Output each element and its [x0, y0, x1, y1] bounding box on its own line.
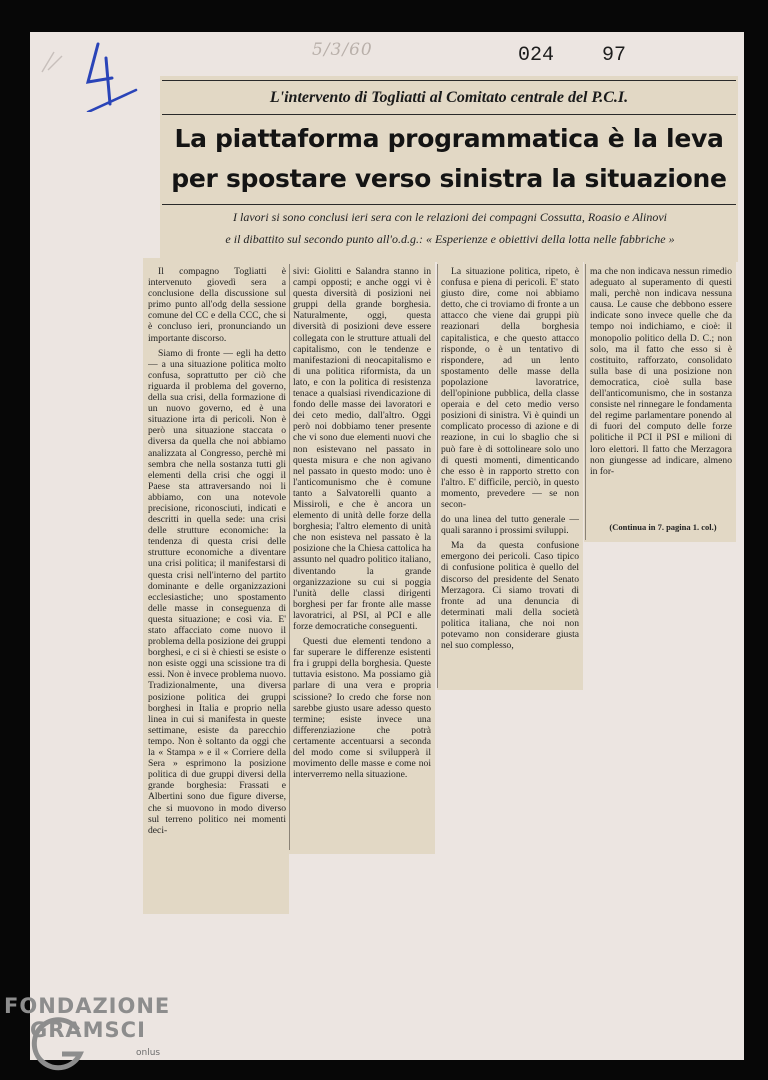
header-rule-mid: [162, 114, 736, 115]
column-2-paragraph: sivi: Giolitti e Salandra stanno in campi opposti; e anche oggi vi è questa diversità di posizioni nei gruppi della grande borghesia. Naturalmente, oggi, questa diversità di posizioni deve essere collegata con le strutture attuali del capitalismo, con le tendenze e manifestazioni di neocapitalismo e di una politica riformista, da un lato, e con la politica di resistenza tenace a qualsiasi rivendicazione di fondo delle masse dei lavoratori e dei ceto medio, dall'altro. Oggi però noi dobbiamo tener presente che vi sono due elementi nuovi che non esistevano nel passato in questa misura e che non agivano nel passato in questo modo: uno è l'anticomunismo che è comune tanto a Salvatorelli quanto a Missiroli, e che è ancora un elemento di unità delle forze della borghesia; l'altro elemento di unità che non esisteva nel passato è la posizione che la Chiesa cattolica ha assunto nel quadro politico italiano, diventando la grande organizzazione su cui si poggia l'unità delle classi dirigenti borghesi per far fronte alle masse lavoratrici, al PSI, al PCI e alle forze democratiche conseguenti.: [293, 266, 431, 632]
column-divider: [437, 264, 438, 688]
archive-number-right: 97: [602, 44, 627, 67]
article-column-4: [590, 266, 732, 518]
logo-text-onlus: onlus: [136, 1048, 161, 1058]
subhead-line-1: I lavori si sono conclusi ieri sera con le relazioni dei compagni Cossutta, Roasio e Alinovi: [233, 210, 667, 224]
article-column-1: [148, 266, 286, 910]
headline-line-2: per spostare verso sinistra la situazione: [171, 164, 727, 193]
continuation-note: (Continua in 7. pagina 1. col.): [609, 522, 717, 532]
column-3-paragraph: Ma da questa confusione emergono dei pericoli. Caso tipico di confusione politica è quello del discorso del presidente del Senato Merzagora. Ci siamo trovati di fronte ad una denuncia di determinati mali della società politica italiana, che noi non potevamo non considerare giusta nel suo complesso,: [441, 540, 579, 652]
column-2-paragraph: Questi due elementi tendono a far superare le differenze esistenti fra i gruppi della borghesia. Queste tuttavia esistono. Ma possiamo già parlare di una vera e propria scissione? Io credo che forse non sarebbe giusto usare adesso questo termine; esiste invece una differenziazione che potrà certamente accentuarsi a seconda del modo come si svilupperà il movimento delle masse e come noi interverremo nella situazione.: [293, 636, 431, 781]
headline-line-1: La piattaforma programmatica è la leva: [174, 124, 724, 153]
column-4-paragraph: ma che non indicava nessun rimedio adeguato al superamento di questi mali, perchè non indicava nessuna causa. Le cause che debbono essere indicate sono invece quelle che da tempo noi indichiamo, e cioè: il monopolio politico della D. C.; non solo, ma il fatto che esso si è costituito, rafforzato, consolidato sulla base di una posizione non democratica, cioè sulla base dell'anticomunismo, che in sostanza consiste nel rinnegare le fondamenta del regime parlamentare ponendo al di fuori del computo delle forze politiche il PCI il PSI e milioni di loro elettori. Il fatto che Merzagora non giungesse ad indicare, almeno in for-: [590, 266, 732, 477]
handwritten-mark: [40, 42, 140, 112]
header-rule-top: [162, 80, 736, 81]
subhead-line-2: e il dibattito sul secondo punto all'o.d.g.: « Esperienze e obiettivi della lotta nelle fabbriche »: [225, 232, 675, 246]
column-divider: [585, 264, 586, 540]
fondazione-gramsci-logo: [4, 994, 204, 1078]
header-rule-bottom: [162, 204, 736, 205]
logo-text-gramsci: GRAMSCI: [30, 1018, 146, 1042]
column-3-paragraph: do una linea del tutto generale — quali saranno i prossimi sviluppi.: [441, 514, 579, 537]
column-divider: [289, 264, 290, 850]
article-column-2: [293, 266, 431, 850]
article-column-3: [441, 266, 579, 686]
column-1-paragraph: Siamo di fronte — egli ha detto — a una situazione politica molto confusa, soprattutto per ciò che riguarda il problema del governo, della sua crisi, della formazione di un nuovo governo, ed è una situazione irta di pericoli. Non è però una situazione staccata o diversa da quella che noi abbiamo analizzata al Congresso, perchè mi sembra che nella sostanza tutti gli elementi della crisi che oggi il Paese sta attraversando noi li abbiamo, con una notevole precisione, riconosciuti, indicati e descritti in quella sede: una crisi delle strutture economiche: la tendenza di questa crisi delle strutture economiche a diventare una crisi politica; il manifestarsi di questa crisi nell'interno del partito dominante e delle organizzazioni ecclesiastiche; uno spostamento delle masse in conseguenza di questa situazione; e così via. E' stato affacciato come nuovo il problema della posizione dei gruppi borghesi, e ci si è chiesti se esiste o non esiste oggi una scissione tra di essi. Non è invece problema nuovo. Tradizionalmente, una diversa posizione politica dei gruppi borghesi in Italia e proprio nella linea in cui si manifesta in queste settimane, esiste da parecchio tempo. Non è soltanto da oggi che la « Stampa » e il « Corriere della Sera » esprimono la posizione politica di due gruppi diversi della grande borghesia: Frassati e Albertini sono due figure diverse, che si muovono in modo diverso sul terreno politico nei momenti deci-: [148, 347, 286, 836]
column-3-paragraph: La situazione politica, ripeto, è confusa e piena di pericoli. E' stato giusto dire, come noi abbiamo detto, che ci troviamo di fronte a un attacco che viene dai gruppi più reazionari della borghesia capitalistica, e che questo attacco risponde, o è un tentativo di rispondere, ad un lento spostamento delle masse della popolazione lavoratrice, dell'opinione pubblica, della classe operaia e del ceto medio verso posizioni di sinistra. Vi è quindi un complicato processo di azione e di reazione, in cui lo sbaglio che si può fare è di sottolineare solo uno di questi momenti, dimenticando che esso è in rapporto stretto con l'altro. E' difficile, perciò, in questo momento, prevedere — se non secon-: [441, 266, 579, 510]
article-kicker: L'intervento di Togliatti al Comitato centrale del P.C.I.: [269, 89, 629, 106]
handwritten-date: 5/3/60: [312, 40, 373, 60]
archive-number-left: 024: [518, 44, 555, 67]
logo-text-fondazione: FONDAZIONE: [4, 994, 171, 1018]
column-1-paragraph: Il compagno Togliatti è intervenuto giovedì sera a conclusione della discussione sul primo punto all'odg della sessione comune del CC e della CCC, che si è concluso ieri, pronunciando un importante discorso.: [148, 266, 286, 344]
